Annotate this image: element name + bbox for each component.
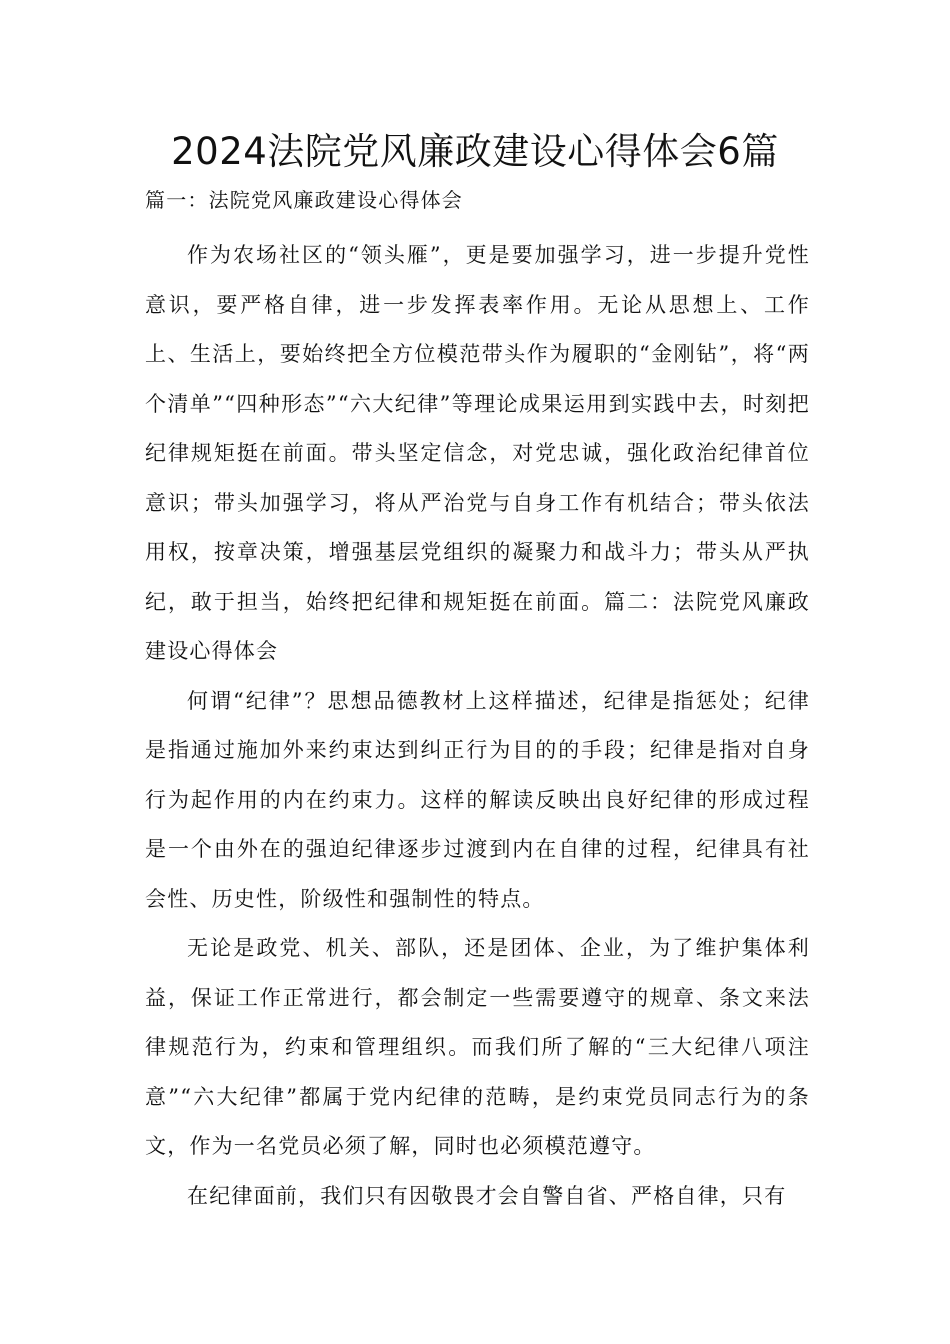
paragraph-1: 作为农场社区的“领头雁”，更是要加强学习，进一步提升党性意识，要严格自律，进一步发挥表率作用。无论从思想上、工作上、生活上，要始终把全方位模范带头作为履职的“金刚钻”，将“两个清单”“四种形态”“六大纪律”等理论成果运用到实践中去，时刻把纪律规矩挺在前面。带头坚定信念，对党忠诚，强化政治纪律首位意识；带头加强学习，将从严治党与自身工作有机结合；带头依法用权，按章决策，增强基层党组织的凝聚力和战斗力；带头从严执纪，敢于担当，始终把纪律和规矩挺在前面。篇二：法院党风廉政建设心得体会 [145,243,810,663]
section-heading: 篇一：法院党风廉政建设心得体会 [145,188,463,212]
document-body [145,182,810,1221]
document-title: 2024法院党风廉政建设心得体会6篇 [171,130,779,173]
paragraph-3: 无论是政党、机关、部队，还是团体、企业，为了维护集体利益，保证工作正常进行，都会制定一些需要遵守的规章、条文来法律规范行为，约束和管理组织。而我们所了解的“三大纪律八项注意”“六大纪律”都属于党内纪律的范畴，是约束党员同志行为的条文，作为一名党员必须了解，同时也必须模范遵守。 [145,936,810,1158]
paragraph-2: 何谓“纪律”？思想品德教材上这样描述，纪律是指惩处；纪律是指通过施加外来约束达到纠正行为目的的手段；纪律是指对自身行为起作用的内在约束力。这样的解读反映出良好纪律的形成过程是一个由外在的强迫纪律逐步过渡到内在自律的过程，纪律具有社会性、历史性，阶级性和强制性的特点。 [145,688,810,911]
paragraph-4: 在纪律面前，我们只有因敬畏才会自警自省、严格自律，只有 [187,1183,787,1208]
